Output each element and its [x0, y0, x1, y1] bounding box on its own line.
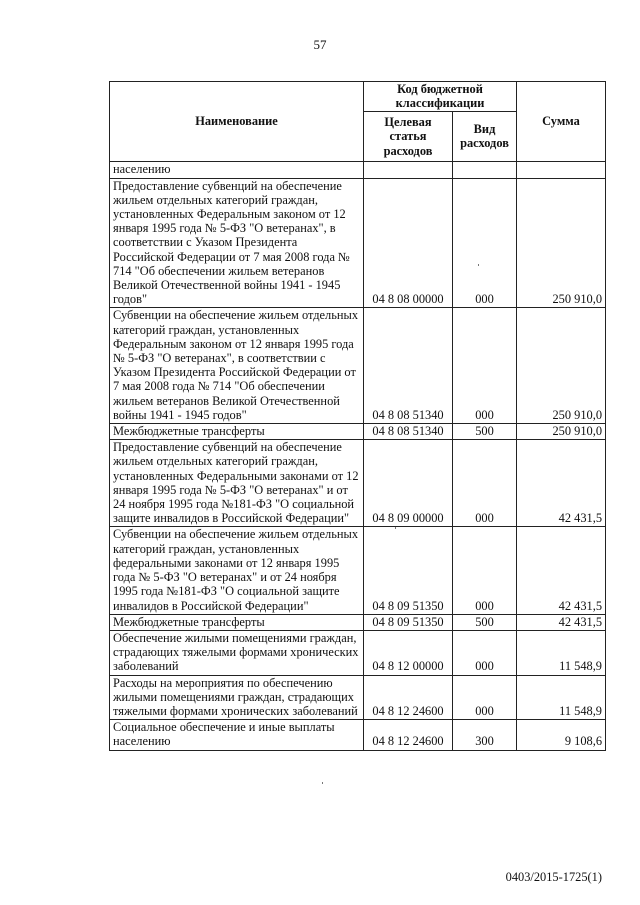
- row-type: 000: [453, 178, 517, 308]
- header-sum: Сумма: [517, 82, 606, 162]
- row-code: 04 8 09 51350: [364, 614, 453, 630]
- table-row-continuation: [110, 162, 606, 178]
- row-sum: 250 910,0: [517, 424, 606, 440]
- table-row: [110, 527, 606, 614]
- row-name: Субвенции на обеспечение жильем отдельных категорий граждан, установленных Федеральным законом от 12 января 1995 года № 5-ФЗ "О ветеранах", в соответствии с Указом Президента Российской Федерации от 7 мая 2008 года № 714 "Об обеспечении жильем ветеранов Великой Отечественной войны 1941 - 1945 годов": [110, 308, 364, 424]
- row-type: 300: [453, 720, 517, 750]
- document-code: 0403/2015-1725(1): [505, 870, 602, 884]
- row-code: 04 8 09 51350: [364, 527, 453, 614]
- row-sum: 250 910,0: [517, 178, 606, 308]
- row-name: Субвенции на обеспечение жильем отдельных категорий граждан, установленных федеральными законами от 12 января 1995 года № 5-ФЗ "О ветеранах" и от 24 ноября 1995 года №181-ФЗ "О социальной защите инвалидов в Российской Федерации": [110, 527, 364, 614]
- row-code: 04 8 12 24600: [364, 675, 453, 720]
- row-sum: 42 431,5: [517, 440, 606, 527]
- row-code: 04 8 08 51340: [364, 308, 453, 424]
- row-sum: 9 108,6: [517, 720, 606, 750]
- budget-table: [109, 81, 606, 751]
- row-type: 000: [453, 308, 517, 424]
- header-name: Наименование: [110, 82, 364, 162]
- row-sum: 42 431,5: [517, 527, 606, 614]
- table-row: [110, 614, 606, 630]
- table-row: [110, 675, 606, 720]
- row-type: 000: [453, 630, 517, 675]
- scan-dot: [322, 782, 323, 784]
- row-name: Социальное обеспечение и иные выплаты населению: [110, 720, 364, 750]
- row-name: Межбюджетные трансферты: [110, 424, 364, 440]
- row-type: 000: [453, 440, 517, 527]
- row-name: Предоставление субвенций на обеспечение жильем отдельных категорий граждан, установленных Федеральным законом от 12 января 1995 года № 5-ФЗ "О ветеранах", в соответствии с Указом Президента Российской Федерации от 7 мая 2008 года № 714 "Об обеспечении жильем ветеранов Великой Отечественной войны 1941 - 1945 годов": [110, 178, 364, 308]
- scan-dot: [478, 264, 479, 266]
- row-code: 04 8 09 00000: [364, 440, 453, 527]
- row-type: 500: [453, 614, 517, 630]
- row-name: Предоставление субвенций на обеспечение жильем отдельных категорий граждан, установленных Федеральными законами от 12 января 1995 года № 5-ФЗ "О ветеранах" и от 24 ноября 1995 года №181-ФЗ "О социальной защите инвалидов в Российской Федерации": [110, 440, 364, 527]
- header-code-group: Код бюджетной классификации: [364, 82, 517, 112]
- row-code: 04 8 08 51340: [364, 424, 453, 440]
- table-row: [110, 630, 606, 675]
- header-target-article: Целевая статья расходов: [364, 112, 453, 162]
- row-sum: 42 431,5: [517, 614, 606, 630]
- row-sum: 250 910,0: [517, 308, 606, 424]
- row-sum: 11 548,9: [517, 630, 606, 675]
- row-type: 000: [453, 675, 517, 720]
- row-type: 500: [453, 424, 517, 440]
- row-code: 04 8 12 00000: [364, 630, 453, 675]
- table-row: [110, 308, 606, 424]
- table-row: [110, 178, 606, 308]
- row-name: Межбюджетные трансферты: [110, 614, 364, 630]
- header-expense-type: Вид расходов: [453, 112, 517, 162]
- table-row: [110, 424, 606, 440]
- table-row: [110, 440, 606, 527]
- row-type: 000: [453, 527, 517, 614]
- row-sum: 11 548,9: [517, 675, 606, 720]
- page-number: 57: [313, 37, 327, 52]
- row-code: 04 8 12 24600: [364, 720, 453, 750]
- row-name: населению: [110, 162, 364, 178]
- scan-dot: [395, 527, 396, 529]
- row-name: Расходы на мероприятия по обеспечению жилыми помещениями граждан, страдающих тяжелыми формами хронических заболеваний: [110, 675, 364, 720]
- row-code: 04 8 08 00000: [364, 178, 453, 308]
- table-row: [110, 720, 606, 750]
- row-name: Обеспечение жилыми помещениями граждан, страдающих тяжелыми формами хронических заболеваний: [110, 630, 364, 675]
